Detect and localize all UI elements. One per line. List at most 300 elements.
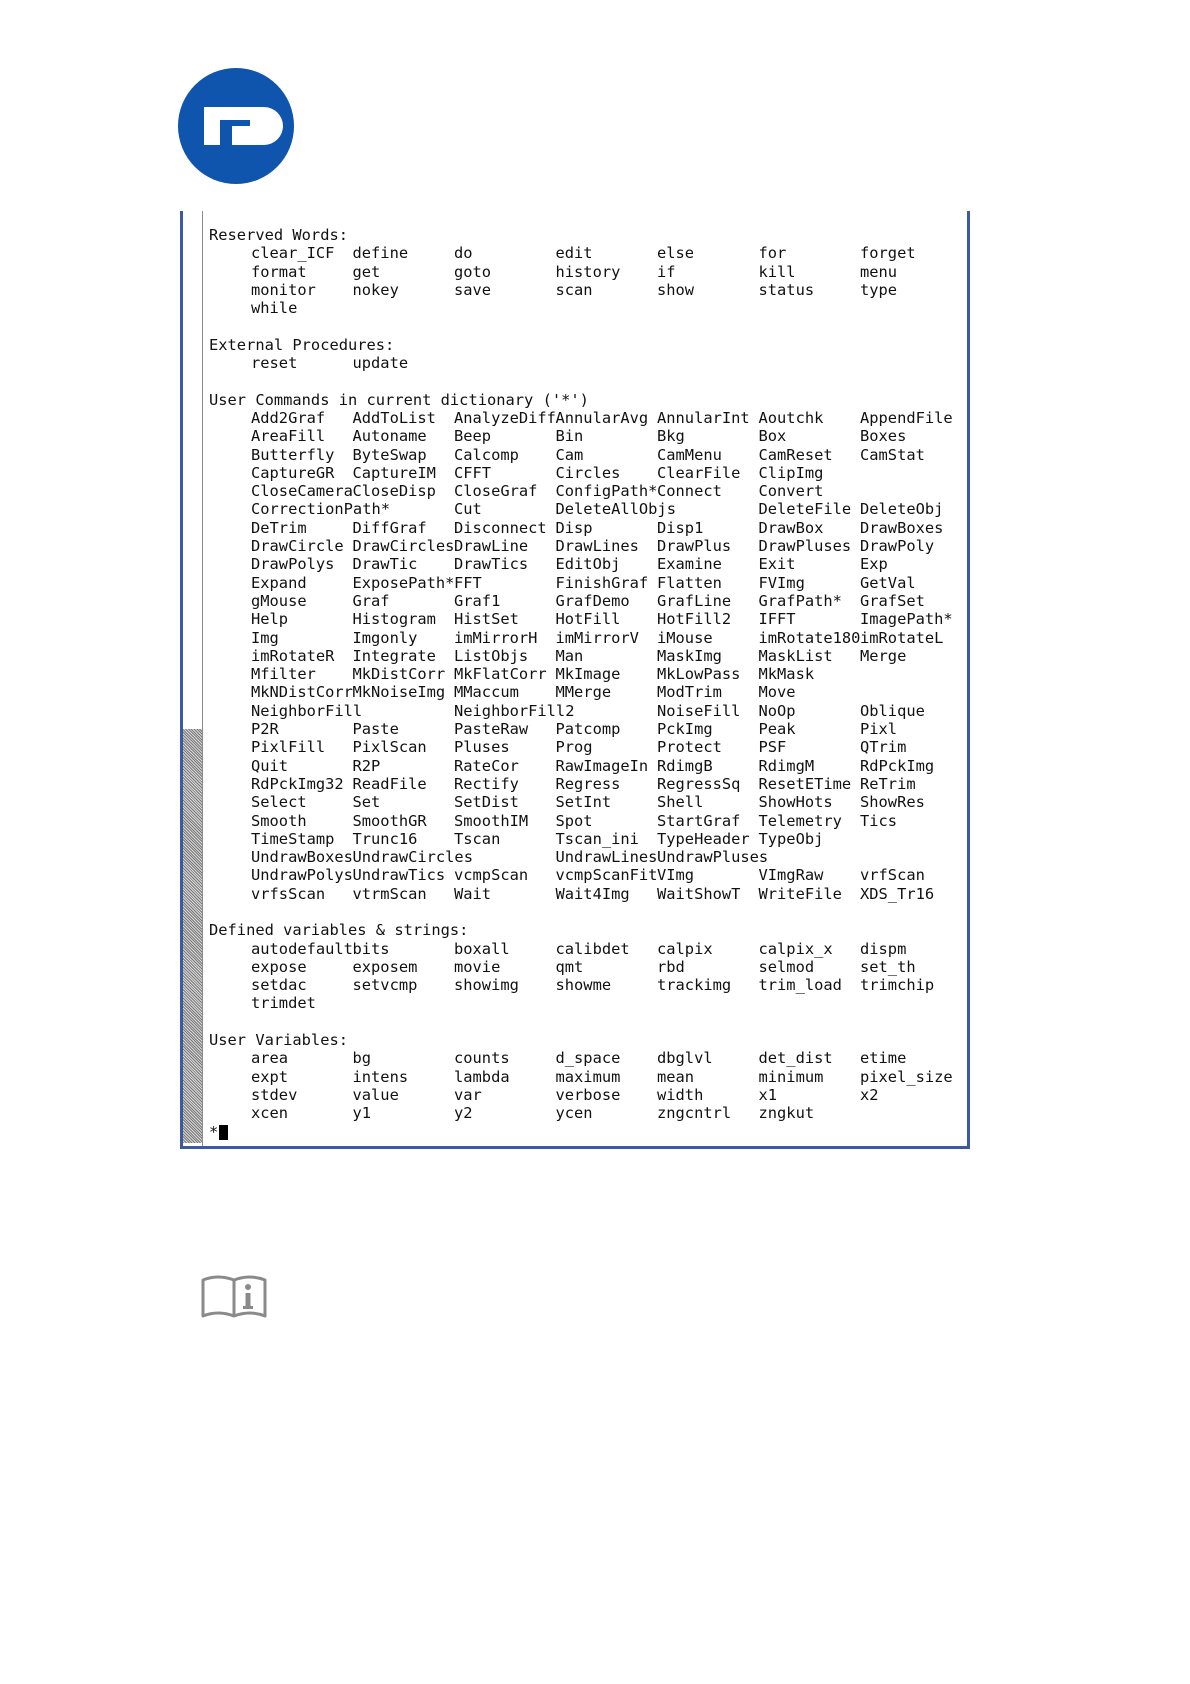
terminal-entry: Bkg bbox=[657, 427, 685, 446]
terminal-entry: GetVal bbox=[860, 573, 916, 592]
terminal-entry: RegressSq bbox=[657, 774, 741, 793]
terminal-entry: NoOp bbox=[758, 701, 796, 720]
terminal-entry: pixel_size bbox=[860, 1067, 953, 1086]
terminal-entry: showimg bbox=[454, 976, 519, 995]
terminal-entry: vcmpScan bbox=[454, 866, 529, 885]
terminal-entry: DrawPolys bbox=[251, 555, 335, 574]
text-cursor bbox=[219, 1125, 228, 1140]
terminal-row bbox=[209, 793, 967, 811]
terminal-row bbox=[209, 1104, 967, 1122]
terminal-entry: AnnularAvg bbox=[555, 408, 649, 427]
terminal-entry: AnalyzeDiff bbox=[454, 408, 556, 427]
terminal-row bbox=[209, 500, 967, 518]
terminal-entry: dbglvl bbox=[657, 1049, 713, 1068]
terminal-entry: MkNDistCorr bbox=[251, 683, 353, 702]
terminal-entry: FFT bbox=[454, 573, 482, 592]
terminal-entry: var bbox=[454, 1085, 482, 1104]
terminal-entry: setdac bbox=[251, 976, 307, 995]
terminal-entry: bg bbox=[352, 1049, 372, 1068]
terminal-entry: GrafSet bbox=[860, 591, 925, 610]
terminal-entry: goto bbox=[454, 262, 492, 281]
terminal-entry: Paste bbox=[352, 720, 399, 739]
terminal-entry: ByteSwap bbox=[352, 445, 427, 464]
terminal-entry: Tscan bbox=[454, 829, 501, 848]
terminal-entry: CamStat bbox=[860, 445, 925, 464]
terminal-output[interactable] bbox=[209, 226, 967, 1141]
terminal-entry: DrawLine bbox=[454, 537, 529, 556]
terminal-entry: expt bbox=[251, 1067, 289, 1086]
terminal-entry: NeighborFill bbox=[251, 701, 363, 720]
terminal-entry: get bbox=[352, 262, 381, 281]
terminal-entry: MkNoiseImg bbox=[352, 683, 446, 702]
terminal-row bbox=[209, 537, 967, 555]
terminal-entry: Connect bbox=[657, 482, 722, 501]
terminal-entry: Oblique bbox=[860, 701, 925, 720]
terminal-entry: CloseDisp bbox=[352, 482, 436, 501]
terminal-entry: UndrawBoxes bbox=[251, 848, 353, 867]
terminal-entry: CamReset bbox=[758, 445, 833, 464]
terminal-entry: FVImg bbox=[758, 573, 805, 592]
terminal-entry: clear_ICF bbox=[251, 244, 335, 263]
scrollbar[interactable] bbox=[183, 211, 203, 1146]
prompt-symbol: * bbox=[209, 1122, 219, 1141]
terminal-entry: RateCor bbox=[454, 756, 519, 775]
terminal-entry: FinishGraf bbox=[555, 573, 649, 592]
terminal-entry: Merge bbox=[860, 646, 907, 665]
terminal-entry: Bin bbox=[555, 427, 584, 446]
terminal-row bbox=[209, 354, 967, 372]
terminal-entry: WriteFile bbox=[758, 884, 842, 903]
terminal-entry: vcmpScanFit bbox=[555, 866, 658, 885]
terminal-row bbox=[209, 738, 967, 756]
terminal-entry: DrawCircle bbox=[251, 537, 344, 556]
terminal-row bbox=[209, 1049, 967, 1067]
terminal-entry: Add2Graf bbox=[251, 408, 326, 427]
terminal-entry: RdPckImg bbox=[860, 756, 935, 775]
terminal-row bbox=[209, 482, 967, 500]
terminal-entry: save bbox=[454, 280, 492, 299]
terminal-entry: Img bbox=[251, 628, 279, 647]
terminal-entry: MaskList bbox=[758, 646, 833, 665]
terminal-entry: boxall bbox=[454, 939, 510, 958]
terminal-entry: Butterfly bbox=[251, 445, 335, 464]
terminal-entry: verbose bbox=[555, 1085, 621, 1104]
terminal-entry: Peak bbox=[758, 720, 796, 739]
terminal-entry: SmoothIM bbox=[454, 811, 529, 830]
blank-line bbox=[209, 317, 967, 335]
terminal-entry: CaptureIM bbox=[352, 463, 436, 482]
terminal-entry: HotFill bbox=[555, 610, 621, 629]
terminal-entry: QTrim bbox=[860, 738, 907, 757]
terminal-entry: exposem bbox=[352, 957, 418, 976]
terminal-entry: R2P bbox=[352, 756, 381, 775]
terminal-entry: iMouse bbox=[657, 628, 713, 647]
terminal-entry: UndrawCircles bbox=[352, 848, 473, 867]
terminal-entry: etime bbox=[860, 1049, 907, 1068]
terminal-entry: VImg bbox=[657, 866, 695, 885]
terminal-entry: ExposePath* bbox=[352, 573, 455, 592]
terminal-entry: imMirrorV bbox=[555, 628, 639, 647]
terminal-row bbox=[209, 281, 967, 299]
terminal-entry: AreaFill bbox=[251, 427, 326, 446]
terminal-entry: vrfsScan bbox=[251, 884, 326, 903]
terminal-entry: MaskImg bbox=[657, 646, 722, 665]
terminal-entry: PasteRaw bbox=[454, 720, 529, 739]
terminal-entry: Imgonly bbox=[352, 628, 418, 647]
terminal-entry: DrawPlus bbox=[657, 537, 732, 556]
terminal-entry: imRotateR bbox=[251, 646, 335, 665]
terminal-entry: type bbox=[860, 280, 898, 299]
terminal-entry: ycen bbox=[555, 1104, 593, 1123]
terminal-entry: UndrawPolys bbox=[251, 866, 353, 885]
terminal-entry: ClipImg bbox=[758, 463, 824, 482]
terminal-entry: imRotate180 bbox=[758, 628, 861, 647]
terminal-entry: x2 bbox=[860, 1085, 879, 1104]
terminal-row bbox=[209, 994, 967, 1012]
manual-info-icon bbox=[200, 1272, 268, 1320]
terminal-entry: det_dist bbox=[758, 1049, 833, 1068]
terminal-entry: define bbox=[352, 244, 409, 263]
terminal-entry: NeighborFill2 bbox=[454, 701, 575, 720]
terminal-entry: expose bbox=[251, 957, 307, 976]
terminal-entry: MMaccum bbox=[454, 683, 519, 702]
terminal-entry: kill bbox=[758, 262, 796, 281]
terminal-entry: DrawPoly bbox=[860, 537, 935, 556]
terminal-entry: history bbox=[555, 262, 621, 281]
blank-line bbox=[209, 1013, 967, 1031]
terminal-entry: movie bbox=[454, 957, 501, 976]
terminal-entry: UndrawPluses bbox=[657, 848, 769, 867]
terminal-entry: selmod bbox=[758, 957, 815, 976]
terminal-entry: GrafLine bbox=[657, 591, 732, 610]
terminal-entry: EditObj bbox=[555, 555, 621, 574]
terminal-entry: autodefault bbox=[251, 939, 353, 958]
terminal-entry: y1 bbox=[352, 1104, 372, 1123]
terminal-entry: maximum bbox=[555, 1067, 621, 1086]
terminal-entry: trimchip bbox=[860, 976, 935, 995]
terminal-entry: Prog bbox=[555, 738, 593, 757]
terminal-entry: Graf bbox=[352, 591, 390, 610]
terminal-entry: dispm bbox=[860, 939, 907, 958]
terminal-entry: SetInt bbox=[555, 793, 612, 812]
terminal-entry: AnnularInt bbox=[657, 408, 750, 427]
terminal-entry: Autoname bbox=[352, 427, 427, 446]
section-header-text: Defined variables & strings: bbox=[209, 921, 469, 940]
terminal-entry: value bbox=[352, 1085, 399, 1104]
terminal-entry: Rectify bbox=[454, 774, 519, 793]
section-header-text: User Commands in current dictionary ('*') bbox=[209, 390, 589, 409]
terminal-entry: DrawBoxes bbox=[860, 518, 944, 537]
terminal-entry: zngkut bbox=[758, 1104, 815, 1123]
terminal-entry: Circles bbox=[555, 463, 621, 482]
section-header-text: Reserved Words: bbox=[209, 226, 348, 244]
terminal-entry: Boxes bbox=[860, 427, 907, 446]
terminal-entry: Box bbox=[758, 427, 787, 446]
terminal-entry: if bbox=[657, 262, 676, 281]
terminal-entry: Wait4Img bbox=[555, 884, 630, 903]
terminal-entry: update bbox=[352, 354, 409, 373]
terminal-entry: CloseCamera bbox=[251, 482, 353, 501]
terminal-entry: mean bbox=[657, 1067, 695, 1086]
terminal-entry: MkFlatCorr bbox=[454, 665, 547, 684]
terminal-row bbox=[209, 848, 967, 866]
terminal-entry: CamMenu bbox=[657, 445, 722, 464]
terminal-entry: DrawTic bbox=[352, 555, 418, 574]
terminal-entry: d_space bbox=[555, 1049, 621, 1068]
terminal-entry: ResetETime bbox=[758, 774, 852, 793]
terminal-entry: calibdet bbox=[555, 939, 630, 958]
terminal-entry: do bbox=[454, 244, 473, 263]
terminal-row bbox=[209, 629, 967, 647]
terminal-row bbox=[209, 555, 967, 573]
terminal-entry: CorrectionPath* bbox=[251, 500, 390, 519]
terminal-entry: Beep bbox=[454, 427, 492, 446]
terminal-entry: Move bbox=[758, 683, 796, 702]
terminal-entry: qmt bbox=[555, 957, 584, 976]
terminal-entry: Flatten bbox=[657, 573, 722, 592]
terminal-entry: rbd bbox=[657, 957, 685, 976]
terminal-entry: DrawCircles bbox=[352, 537, 455, 556]
terminal-row bbox=[209, 702, 967, 720]
terminal-entry: intens bbox=[352, 1067, 409, 1086]
terminal-entry: Aoutchk bbox=[758, 408, 824, 427]
terminal-row bbox=[209, 244, 967, 262]
terminal-entry: MkMask bbox=[758, 665, 815, 684]
terminal-entry: TypeObj bbox=[758, 829, 824, 848]
terminal-entry: RdimgM bbox=[758, 756, 815, 775]
terminal-entry: MkLowPass bbox=[657, 665, 741, 684]
terminal-row bbox=[209, 775, 967, 793]
terminal-entry: Protect bbox=[657, 738, 722, 757]
section-header-text: External Procedures: bbox=[209, 335, 395, 354]
terminal-entry: MkDistCorr bbox=[352, 665, 446, 684]
terminal-entry: ShowHots bbox=[758, 793, 833, 812]
terminal-entry: ModTrim bbox=[657, 683, 722, 702]
terminal-entry: Integrate bbox=[352, 646, 436, 665]
terminal-entry: DeTrim bbox=[251, 518, 307, 537]
terminal-entry: VImgRaw bbox=[758, 866, 824, 885]
terminal-entry: scan bbox=[555, 280, 593, 299]
terminal-entry: ImagePath* bbox=[860, 610, 953, 629]
terminal-entry: Quit bbox=[251, 756, 289, 775]
terminal-row bbox=[209, 940, 967, 958]
scrollbar-thumb[interactable] bbox=[183, 729, 202, 1143]
terminal-entry: PckImg bbox=[657, 720, 713, 739]
terminal-entry: GrafPath* bbox=[758, 591, 842, 610]
terminal-entry: monitor bbox=[251, 280, 316, 299]
terminal-row bbox=[209, 1086, 967, 1104]
terminal-entry: P2R bbox=[251, 720, 279, 739]
terminal-entry: Cut bbox=[454, 500, 482, 519]
terminal-row bbox=[209, 1068, 967, 1086]
terminal-entry: x1 bbox=[758, 1085, 778, 1104]
terminal-entry: calpix bbox=[657, 939, 713, 958]
terminal-entry: Examine bbox=[657, 555, 722, 574]
section-header bbox=[209, 336, 967, 354]
terminal-entry: bits bbox=[352, 939, 390, 958]
terminal-row bbox=[209, 592, 967, 610]
terminal-entry: Tscan_ini bbox=[555, 829, 639, 848]
terminal-window bbox=[180, 211, 970, 1149]
terminal-row bbox=[209, 464, 967, 482]
terminal-row bbox=[209, 519, 967, 537]
terminal-row bbox=[209, 446, 967, 464]
terminal-entry: CaptureGR bbox=[251, 463, 335, 482]
terminal-entry: DrawTics bbox=[454, 555, 529, 574]
terminal-row bbox=[209, 812, 967, 830]
terminal-entry: Expand bbox=[251, 573, 307, 592]
terminal-entry: ClearFile bbox=[657, 463, 741, 482]
terminal-entry: TypeHeader bbox=[657, 829, 750, 848]
terminal-row bbox=[209, 885, 967, 903]
terminal-row bbox=[209, 409, 967, 427]
terminal-entry: ListObjs bbox=[454, 646, 529, 665]
terminal-entry: CloseGraf bbox=[454, 482, 538, 501]
terminal-entry: PixlScan bbox=[352, 738, 427, 757]
terminal-entry: Histogram bbox=[352, 610, 436, 629]
terminal-entry: AddToList bbox=[352, 408, 436, 427]
terminal-entry: Spot bbox=[555, 811, 593, 830]
terminal-entry: Disp bbox=[555, 518, 593, 537]
terminal-entry: Cam bbox=[555, 445, 584, 464]
terminal-entry: Exit bbox=[758, 555, 796, 574]
terminal-entry: Graf1 bbox=[454, 591, 501, 610]
terminal-row bbox=[209, 976, 967, 994]
terminal-row bbox=[209, 683, 967, 701]
terminal-entry: Man bbox=[555, 646, 584, 665]
terminal-entry: CFFT bbox=[454, 463, 492, 482]
terminal-entry: MkImage bbox=[555, 665, 621, 684]
terminal-row bbox=[209, 720, 967, 738]
section-header bbox=[209, 1031, 967, 1049]
terminal-entry: trackimg bbox=[657, 976, 732, 995]
terminal-entry: Trunc16 bbox=[352, 829, 418, 848]
terminal-row bbox=[209, 958, 967, 976]
terminal-entry: reset bbox=[251, 354, 298, 373]
terminal-entry: DeleteFile bbox=[758, 500, 852, 519]
blank-line bbox=[209, 903, 967, 921]
terminal-entry: ConfigPath* bbox=[555, 482, 658, 501]
terminal-entry: ReadFile bbox=[352, 774, 427, 793]
terminal-entry: set_th bbox=[860, 957, 916, 976]
terminal-row bbox=[209, 427, 967, 445]
terminal-entry: UndrawLines bbox=[555, 848, 658, 867]
terminal-entry: status bbox=[758, 280, 815, 299]
terminal-entry: TimeStamp bbox=[251, 829, 335, 848]
terminal-entry: RawImageIn bbox=[555, 756, 649, 775]
terminal-entry: trimdet bbox=[251, 994, 316, 1013]
terminal-entry: Disconnect bbox=[454, 518, 547, 537]
terminal-entry: SetDist bbox=[454, 793, 519, 812]
terminal-entry: Disp1 bbox=[657, 518, 704, 537]
terminal-entry: Exp bbox=[860, 555, 888, 574]
terminal-entry: minimum bbox=[758, 1067, 824, 1086]
terminal-entry: Select bbox=[251, 793, 307, 812]
terminal-row bbox=[209, 866, 967, 884]
terminal-entry: DeleteAllObjs bbox=[555, 500, 676, 519]
company-logo bbox=[178, 68, 294, 184]
terminal-entry: edit bbox=[555, 244, 593, 263]
terminal-entry: Wait bbox=[454, 884, 492, 903]
terminal-entry: forget bbox=[860, 244, 916, 263]
terminal-entry: PixlFill bbox=[251, 738, 326, 757]
terminal-entry: Regress bbox=[555, 774, 621, 793]
section-header bbox=[209, 391, 967, 409]
terminal-entry: for bbox=[758, 244, 787, 263]
terminal-entry: HistSet bbox=[454, 610, 519, 629]
terminal-entry: xcen bbox=[251, 1104, 289, 1123]
terminal-entry: UndrawTics bbox=[352, 866, 446, 885]
terminal-entry: HotFill2 bbox=[657, 610, 732, 629]
terminal-entry: width bbox=[657, 1085, 704, 1104]
terminal-entry: menu bbox=[860, 262, 898, 281]
terminal-row bbox=[209, 299, 967, 317]
terminal-entry: nokey bbox=[352, 280, 399, 299]
terminal-entry: setvcmp bbox=[352, 976, 418, 995]
terminal-entry: Patcomp bbox=[555, 720, 621, 739]
terminal-entry: XDS_Tr16 bbox=[860, 884, 935, 903]
terminal-entry: MMerge bbox=[555, 683, 612, 702]
terminal-entry: AppendFile bbox=[860, 408, 953, 427]
terminal-entry: RdPckImg32 bbox=[251, 774, 344, 793]
terminal-row bbox=[209, 263, 967, 281]
terminal-entry: area bbox=[251, 1049, 289, 1068]
terminal-entry: DrawLines bbox=[555, 537, 639, 556]
terminal-entry: DiffGraf bbox=[352, 518, 427, 537]
terminal-row bbox=[209, 665, 967, 683]
terminal-entry: imMirrorH bbox=[454, 628, 538, 647]
terminal-entry: Mfilter bbox=[251, 665, 316, 684]
terminal-entry: Set bbox=[352, 793, 381, 812]
terminal-entry: else bbox=[657, 244, 695, 263]
terminal-entry: DrawBox bbox=[758, 518, 824, 537]
terminal-row bbox=[209, 757, 967, 775]
terminal-entry: stdev bbox=[251, 1085, 298, 1104]
terminal-entry: WaitShowT bbox=[657, 884, 741, 903]
terminal-entry: Shell bbox=[657, 793, 704, 812]
terminal-row bbox=[209, 610, 967, 628]
terminal-entry: zngcntrl bbox=[657, 1104, 732, 1123]
terminal-entry: StartGraf bbox=[657, 811, 741, 830]
terminal-entry: showme bbox=[555, 976, 612, 995]
terminal-entry: RdimgB bbox=[657, 756, 713, 775]
terminal-entry: Calcomp bbox=[454, 445, 519, 464]
terminal-entry: Telemetry bbox=[758, 811, 842, 830]
prompt-line bbox=[209, 1123, 967, 1141]
terminal-entry: y2 bbox=[454, 1104, 473, 1123]
terminal-row bbox=[209, 830, 967, 848]
terminal-entry: Tics bbox=[860, 811, 898, 830]
terminal-entry: vtrmScan bbox=[352, 884, 427, 903]
terminal-entry: IFFT bbox=[758, 610, 796, 629]
terminal-entry: Pixl bbox=[860, 720, 898, 739]
terminal-entry: Smooth bbox=[251, 811, 307, 830]
terminal-entry: gMouse bbox=[251, 591, 307, 610]
terminal-entry: trim_load bbox=[758, 976, 842, 995]
section-header bbox=[209, 921, 967, 939]
terminal-entry: vrfScan bbox=[860, 866, 925, 885]
terminal-entry: imRotateL bbox=[860, 628, 944, 647]
terminal-entry: NoiseFill bbox=[657, 701, 741, 720]
terminal-entry: Pluses bbox=[454, 738, 510, 757]
terminal-entry: Convert bbox=[758, 482, 824, 501]
terminal-entry: ReTrim bbox=[860, 774, 916, 793]
terminal-entry: while bbox=[251, 299, 298, 318]
terminal-entry: Help bbox=[251, 610, 289, 629]
terminal-entry: lambda bbox=[454, 1067, 510, 1086]
terminal-entry: counts bbox=[454, 1049, 510, 1068]
terminal-entry: DrawPluses bbox=[758, 537, 852, 556]
